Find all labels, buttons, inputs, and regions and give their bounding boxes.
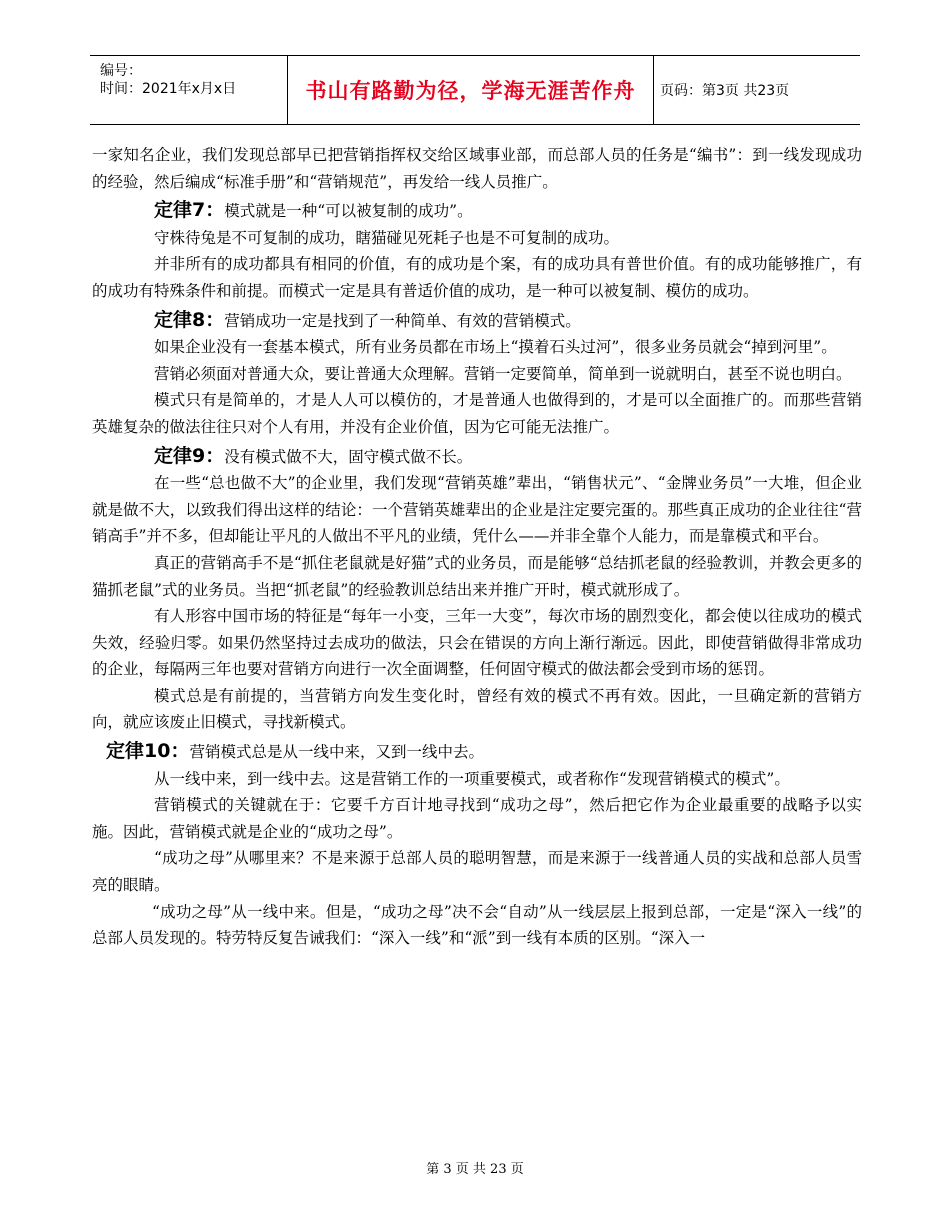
law-text: 模式就是一种“可以被复制的成功”。 (224, 202, 473, 221)
law-text: 营销模式总是从一线中来，又到一线中去。 (189, 743, 484, 762)
paragraph: 营销必须面对普通大众，要让普通大众理解。营销一定要简单，简单到一说就明白，甚至不说也明白。 (154, 364, 852, 383)
law-8-heading (92, 307, 862, 335)
header-time-label: 时间：2021年x月x日 (100, 81, 237, 97)
paragraph: 守株待兔是不可复制的成功，瞎猫碰见死耗子也是不可复制的成功。 (154, 228, 620, 247)
header-divider (653, 56, 654, 124)
paragraph: 营销模式的关键就在于：它要千方百计地寻找到“成功之母”，然后把它作为企业最重要的战略予以实施。因此，营销模式就是企业的“成功之母”。 (92, 796, 862, 841)
paragraph: 并非所有的成功都具有相同的价值，有的成功是个案，有的成功具有普世价值。有的成功能够推广，有的成功有特殊条件和前提。而模式一定是具有普适价值的成功，是一种可以被复制、模仿的成功。 (92, 255, 862, 300)
page-footer: 第 3 页 共 23 页 (426, 1162, 524, 1177)
paragraph: 一家知名企业，我们发现总部早已把营销指挥权交给区域事业部，而总部人员的任务是“编书”：到一线发现成功的经验，然后编成“标准手册”和“营销规范”，再发给一线人员推广。 (92, 146, 862, 191)
paragraph: “成功之母”从哪里来？不是来源于总部人员的聪明智慧，而是来源于一线普通人员的实战和总部人员雪亮的眼睛。 (92, 849, 862, 895)
law-9-heading (92, 443, 862, 471)
law-7-heading (92, 197, 862, 225)
header-meta (100, 62, 290, 98)
paragraph: 有人形容中国市场的特征是“每年一小变，三年一大变”，每次市场的剧烈变化，都会使以往成功的模式失效，经验归零。如果仍然坚持过去成功的做法，只会在错误的方向上渐行渐远。因此，即使营销做得非常成功的企业，每隔两三年也要对营销方向进行一次全面调整，任何固守模式的做法都会受到市场的惩罚。 (92, 607, 862, 679)
law-label: 定律7： (154, 199, 225, 222)
page-header (90, 55, 860, 125)
paragraph: 真正的营销高手不是“抓住老鼠就是好猫”式的业务员，而是能够“总结抓老鼠的经验教训，并教会更多的猫抓老鼠”式的业务员。当把“抓老鼠”的经验教训总结出来并推广开时，模式就形成了。 (92, 553, 862, 599)
header-page-label: 页码：第3页 共23页 (660, 83, 790, 99)
paragraph: 模式总是有前提的，当营销方向发生变化时，曾经有效的模式不再有效。因此，一旦确定新的营销方向，就应该废止旧模式，寻找新模式。 (92, 686, 862, 732)
paragraph: “成功之母”从一线中来。但是，“成功之母”决不会“自动”从一线层层上报到总部，一定是“深入一线”的总部人员发现的。特劳特反复告诫我们：“深入一线”和“派”到一线有本质的区别。“深入一 (92, 902, 862, 948)
paragraph: 从一线中来，到一线中去。这是营销工作的一项重要模式，或者称作“发现营销模式的模式”。 (154, 769, 790, 788)
law-label: 定律10： (106, 740, 190, 763)
law-label: 定律9： (154, 444, 225, 467)
document-body (92, 142, 862, 952)
law-label: 定律8： (154, 308, 225, 331)
law-text: 没有模式做不大，固守模式做不长。 (224, 447, 473, 466)
law-10-heading (92, 738, 862, 766)
header-motto: 书山有路勤为径，学海无涯苦作舟 (305, 79, 636, 103)
law-text: 营销成功一定是找到了一种简单、有效的营销模式。 (224, 311, 581, 330)
paragraph: 在一些“总也做不大”的企业里，我们发现“营销英雄”辈出，“销售状元”、“金牌业务员”一大堆，但企业就是做不大，以致我们得出这样的结论：一个营销英雄辈出的企业是注定要完蛋的。那些真正成功的企业往往“营销高手”并不多，但却能让平凡的人做出不平凡的业绩，凭什么——并非全靠个人能力，而是靠模式和平台。 (92, 474, 862, 546)
paragraph: 模式只有是简单的，才是人人可以模仿的，才是普通人也做得到的，才是可以全面推广的。而那些营销英雄复杂的做法往往只对个人有用，并没有企业价值，因为它可能无法推广。 (92, 391, 862, 436)
header-number-label: 编号： (100, 63, 142, 79)
paragraph: 如果企业没有一套基本模式，所有业务员都在市场上“摸着石头过河”，很多业务员就会“掉到河里”。 (154, 338, 837, 357)
